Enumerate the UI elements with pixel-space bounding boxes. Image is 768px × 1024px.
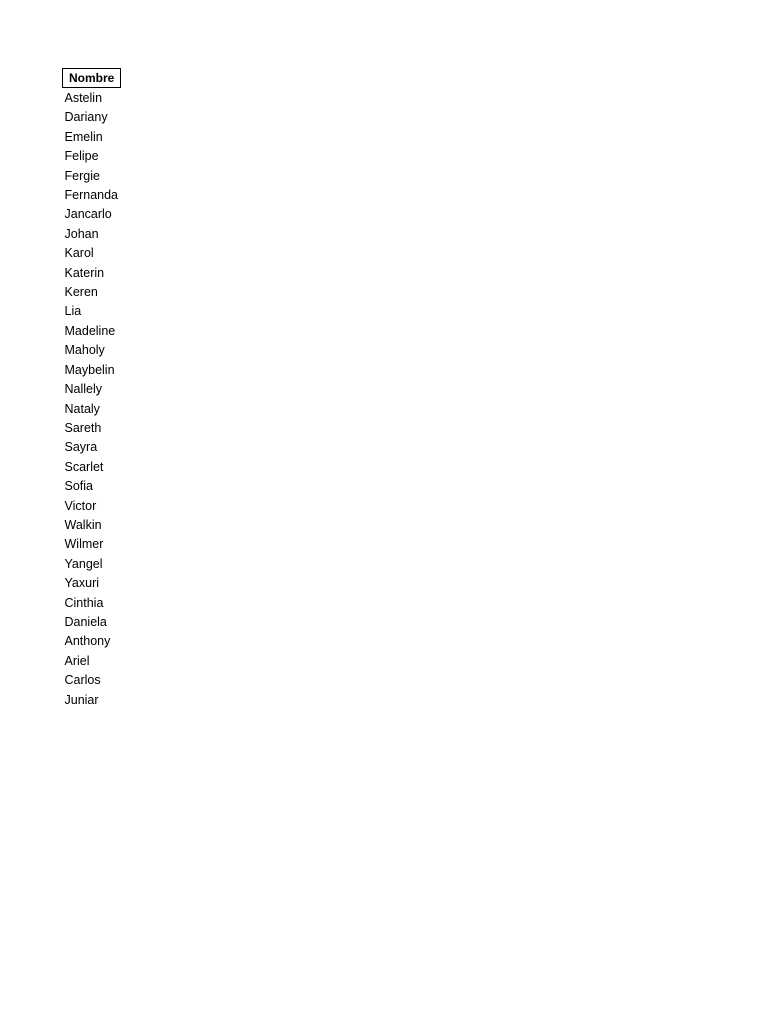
table-row xyxy=(63,380,121,399)
name-cell: Fernanda xyxy=(64,188,119,203)
name-cell: Maybelin xyxy=(64,362,115,377)
table-row xyxy=(63,671,121,690)
table-row xyxy=(63,691,121,710)
table-row xyxy=(63,594,121,613)
name-cell: Walkin xyxy=(64,517,102,532)
table-row xyxy=(63,88,121,109)
name-cell: Astelin xyxy=(64,91,103,105)
table-row xyxy=(63,652,121,671)
table-row xyxy=(63,535,121,554)
table-row xyxy=(63,400,121,419)
table-row xyxy=(63,322,121,341)
name-cell: Maholy xyxy=(64,343,105,358)
table-row xyxy=(63,516,121,535)
name-cell: Dariany xyxy=(64,110,108,125)
name-cell: Ariel xyxy=(64,653,90,668)
name-cell: Sayra xyxy=(64,440,98,455)
name-cell: Katerin xyxy=(64,265,105,280)
name-cell: Keren xyxy=(64,285,98,300)
table-row xyxy=(63,205,121,224)
table-row xyxy=(63,341,121,360)
table-row xyxy=(63,361,121,380)
table-row xyxy=(63,632,121,651)
name-cell: Wilmer xyxy=(64,537,104,552)
table-row xyxy=(63,574,121,593)
table-row xyxy=(63,244,121,263)
table-row xyxy=(63,283,121,302)
name-cell: Scarlet xyxy=(64,459,104,474)
name-cell: Juniar xyxy=(64,692,99,707)
table-row xyxy=(63,477,121,496)
table-row xyxy=(63,497,121,516)
column-header-nombre: Nombre xyxy=(63,69,121,88)
name-cell: Nataly xyxy=(64,401,100,416)
name-cell: Jancarlo xyxy=(64,207,112,222)
table-row xyxy=(63,419,121,438)
table-row xyxy=(63,438,121,457)
name-cell: Fergie xyxy=(64,168,100,183)
table-row xyxy=(63,147,121,166)
table-header-row xyxy=(63,69,121,88)
name-cell: Karol xyxy=(64,246,94,261)
name-cell: Sareth xyxy=(64,420,102,435)
table-row xyxy=(63,225,121,244)
name-cell: Emelin xyxy=(64,129,103,144)
table-row xyxy=(63,458,121,477)
name-cell: Madeline xyxy=(64,323,116,338)
table-row xyxy=(63,555,121,574)
table-row xyxy=(63,186,121,205)
table-row xyxy=(63,108,121,127)
name-cell: Daniela xyxy=(64,614,107,629)
table-row xyxy=(63,613,121,632)
name-cell: Sofia xyxy=(64,479,93,494)
table-body xyxy=(63,88,121,711)
name-cell: Cinthia xyxy=(64,595,104,610)
name-cell: Victor xyxy=(64,498,97,513)
table-row xyxy=(63,128,121,147)
name-cell: Nallely xyxy=(64,382,103,397)
table-row xyxy=(63,167,121,186)
name-cell: Yaxuri xyxy=(64,576,100,591)
name-cell: Lia xyxy=(64,304,82,319)
name-cell: Yangel xyxy=(64,556,103,571)
name-cell: Carlos xyxy=(64,673,101,688)
table-row xyxy=(63,302,121,321)
name-cell: Felipe xyxy=(64,149,99,164)
table-row xyxy=(63,264,121,283)
name-cell: Johan xyxy=(64,226,99,241)
name-cell: Anthony xyxy=(64,634,111,649)
names-table xyxy=(62,68,121,710)
